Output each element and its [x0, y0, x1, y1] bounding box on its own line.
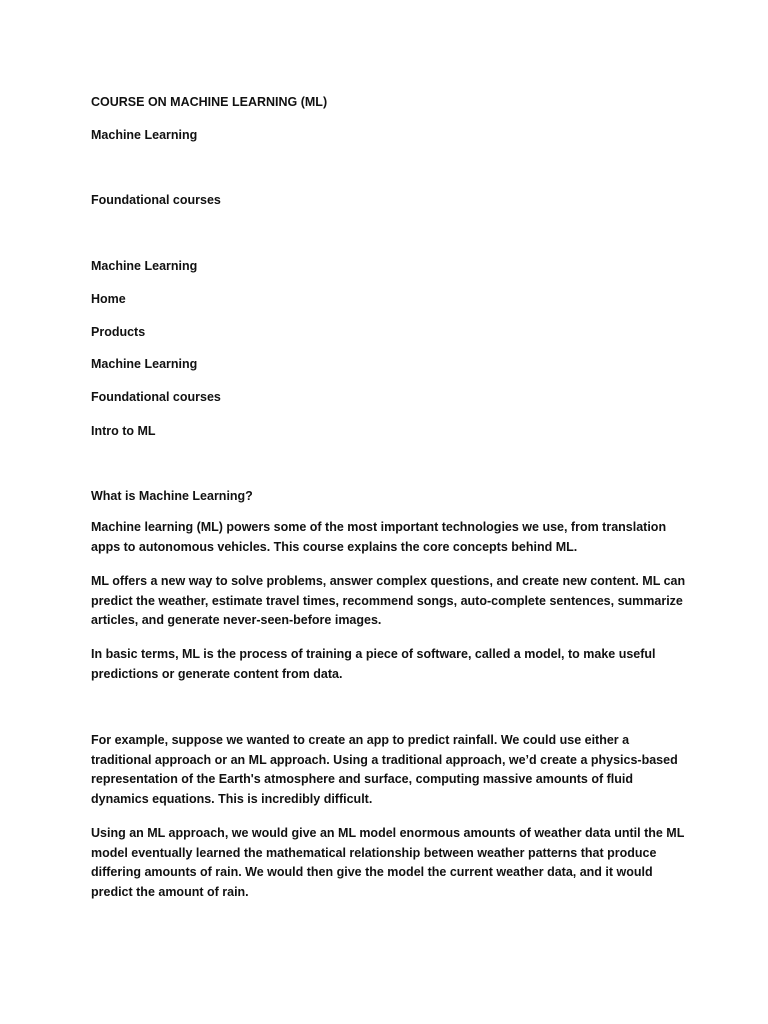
- nav-item-intro-to-ml: Intro to ML: [91, 424, 156, 438]
- heading-what-is-ml: What is Machine Learning?: [91, 489, 253, 503]
- nav-item-machine-learning: Machine Learning: [91, 357, 198, 371]
- document-title: COURSE ON MACHINE LEARNING (ML): [91, 95, 328, 109]
- nav-item-home: Home: [91, 292, 126, 306]
- nav-section-label: Machine Learning: [91, 259, 198, 273]
- heading-machine-learning: Machine Learning: [91, 128, 198, 142]
- paragraph-basic-terms: In basic terms, ML is the process of training a piece of software, called a model, to make useful predictions or generate content from data.: [91, 647, 656, 681]
- nav-item-products: Products: [91, 325, 146, 339]
- nav-item-foundational-courses: Foundational courses: [91, 390, 221, 404]
- paragraph-intro: Machine learning (ML) powers some of the most important technologies we use, from translation apps to autonomous vehicles. This course explains the core concepts behind ML.: [91, 520, 667, 554]
- heading-foundational-courses: Foundational courses: [91, 193, 221, 207]
- paragraph-ml-offers: ML offers a new way to solve problems, answer complex questions, and create new content. ML can predict the weather, estimate travel times, recommend songs, auto-complete sentences, summarize articles, and generate never-seen-before images.: [91, 574, 686, 628]
- paragraph-example: For example, suppose we wanted to create an app to predict rainfall. We could use either a traditional approach or an ML approach. Using a traditional approach, we’d create a physics-based representation of the Earth's atmosphere and surface, computing massive amounts of fluid dynamics equations. This is incredibly difficult.: [91, 733, 678, 807]
- paragraph-ml-approach: Using an ML approach, we would give an ML model enormous amounts of weather data until the ML model eventually learned the mathematical relationship between weather patterns that produce differing amounts of rain. We would then give the model the current weather data, and it would predict the amount of rain.: [91, 826, 685, 900]
